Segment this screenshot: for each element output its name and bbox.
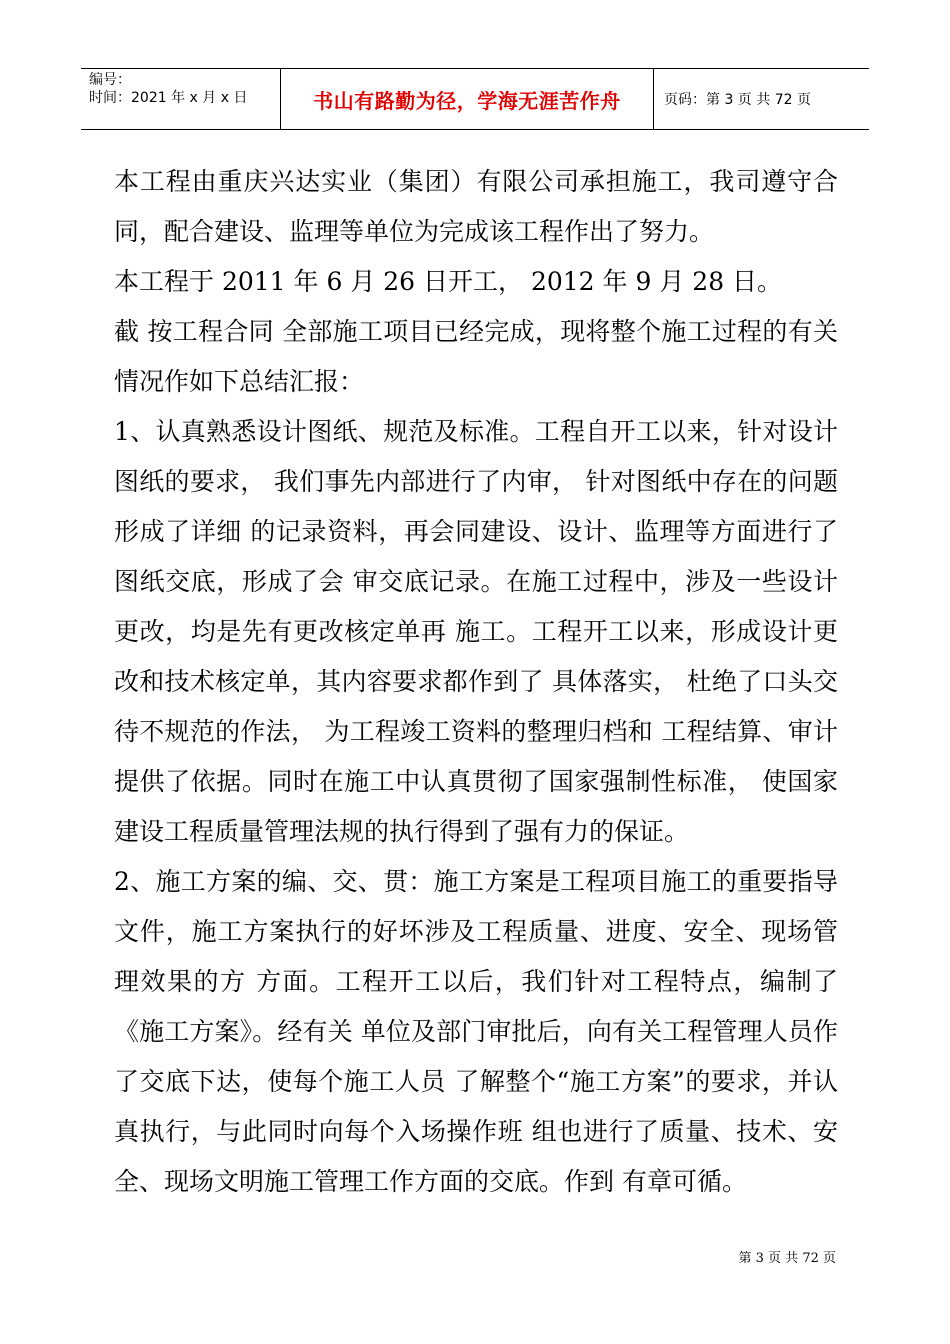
document-body (114, 157, 838, 1207)
paragraph: 本工程于 2011 年 6 月 26 日开工， 2012 年 9 月 28 日。 (114, 267, 783, 296)
paragraph: 2、施工方案的编、交、贯：施工方案是工程项目施工的重要指导文件，施工方案执行的好坏涉及工程质量、进度、安全、现场管理效果的方 方面。工程开工以后，我们针对工程特点，编制了《施工方案》。经有关 单位及部门审批后，向有关工程管理人员作了交底下达，使每个施工人员 了解整个“施工方案”的要求，并认真执行，与此同时向每个入场操作班 组也进行了质量、技术、安全、现场文明施工管理工作方面的交底。作到 有章可循。 (114, 867, 838, 1196)
paragraph: 1、认真熟悉设计图纸、规范及标准。工程自开工以来，针对设计图纸的要求， 我们事先内部进行了内审， 针对图纸中存在的问题形成了详细 的记录资料，再会同建设、设计、监理等方面进行了图纸交底，形成了会 审交底记录。在施工过程中，涉及一些设计更改，均是先有更改核定单再 施工。工程开工以来，形成设计更改和技术核定单，其内容要求都作到了 具体落实， 杜绝了口头交待不规范的作法， 为工程竣工资料的整理归档和 工程结算、审计提供了依据。同时在施工中认真贯彻了国家强制性标准， 使国家建设工程质量管理法规的执行得到了强有力的保证。 (114, 417, 838, 846)
time-label: 时间：2021 年 x 月 x 日 (89, 90, 248, 106)
paragraph: 本工程由重庆兴达实业（集团）有限公司承担施工，我司遵守合同，配合建设、监理等单位为完成该工程作出了努力。 (114, 167, 838, 246)
header-meta (81, 69, 281, 129)
page-footer: 第 3 页 共 72 页 (738, 1251, 836, 1266)
paragraph: 截 按工程合同 全部施工项目已经完成，现将整个施工过程的有关情况作如下总结汇报： (114, 317, 838, 396)
page-header (81, 68, 869, 130)
number-label: 编号： (89, 72, 131, 88)
header-page-info: 页码：第 3 页 共 72 页 (664, 92, 811, 108)
header-motto: 书山有路勤为径，学海无涯苦作舟 (281, 69, 654, 129)
